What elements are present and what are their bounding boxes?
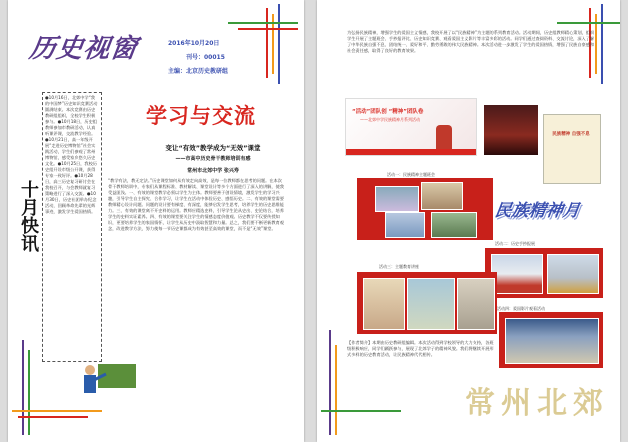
article-title: 变让“有效”教学成为“无效”课堂 — [165, 144, 261, 152]
banner-title: “活动”团队创 “精神”团队卷 — [352, 109, 424, 115]
editor-line: 主编：北京历史教研组 — [168, 68, 229, 75]
article-author: 常州市北郊中学 张兴寿 — [187, 168, 239, 174]
photo-panel-1 — [357, 178, 493, 240]
deco-bar — [228, 22, 298, 24]
activity-banner — [345, 98, 477, 156]
caption-3: 活动三：主题教育讲座 — [379, 264, 419, 269]
photo-panel-3 — [357, 272, 497, 334]
banner-graphic — [436, 125, 452, 149]
banner-subtitle: ——北郊中学民族精神月系列活动 — [360, 117, 420, 122]
masthead-title: 历史视窗 — [27, 34, 140, 64]
news-body: ●10月16日，北郊中学“我的中国梦”历史知识竞赛活动圆满结束。本次竞赛由历史教研组组织，全校学生积极参与。●10月18日，历史组教师参加市教研活动，认真听课评课，交流教学经验。●10月21日，高一年级开展“走进历史博物馆”社会实践活动，学生们参观了常州博物馆，感受家乡悠久历史文化。●10月25日，我校历史组开设市级公开课，获得专家一致好评。●10月28日，高三历史复习研讨会在我校召开，与会教师就复习策略进行了深入交流。●10月30日，历史社团举办纪念活动，回顾革命先辈的光辉事迹，激发学生爱国热情。 — [45, 95, 98, 214]
photo-panel-4 — [499, 312, 603, 368]
news-column — [42, 92, 102, 362]
footer-body: 【作者简介】本期由历史教研组编辑。本次活动得到学校领导的大力支持，各班级积极响应，同学们踊跃参与，展现了北郊学子的精神风貌。我们将继续开展形式多样的历史教育活动，让民族精神代代相传。 — [347, 340, 494, 357]
figure-body — [84, 375, 96, 393]
article-body: “教学有法，教无定法。”历史课堂如何从有效走向高效，是每一位教师都在思考的问题。在本次骨干教师培训中，专家们从课程标准、教材解读、课堂设计等多个方面进行了深入的讲解，使我受益匪浅。一、有效的课堂教学必须以学生为主体。教师要善于创设情境，激发学生的学习兴趣，引导学生自主探究、合作学习，让学生在活动中体验历史、感悟历史。二、有效的课堂需要教师精心设计问题。问题的设计要有梯度、有深度，能够启发学生思考，培养学生的历史思维能力。三、有效的课堂离不开史料的运用。教师应精选史料，引导学生论从史出、史论结合，培养学生的史料实证素养。四、有效的课堂要关注学生的情感态度价值观。历史教学不仅要传授知识，更要培养学生的家国情怀，让学生从历史中汲取智慧和力量。总之，我们要不断更新教育观念，改进教学方法，努力使每一节历史课都成为有效甚至高效的课堂，而不是“无效”课堂。 — [108, 178, 284, 231]
deco-bar — [278, 4, 280, 84]
right-page — [317, 0, 620, 442]
intro-body: 为弘扬民族精神，增强学生的爱国主义情感，我校开展了以“民族精神”为主题的系列教育活动。活动期间，历史组教师精心策划，组织学生开展了主题班会、手抄报评比、历史知识竞赛、观看爱国主义影片等丰富多彩的活动。同学们通过查阅资料、交流讨论，深入了解了中华民族自强不息、团结统一、爱好和平、勤劳勇敢的伟大民族精神。本次活动进一步激发了学生的爱国热情，增强了民族自豪感和社会责任感，取得了良好的教育效果。 — [347, 30, 595, 53]
deco-bar — [335, 345, 337, 435]
watermark: 常州北郊 — [465, 386, 609, 421]
figure-head — [85, 365, 95, 375]
issue-date: 2016年10月20日 — [168, 40, 220, 47]
poster-label: 民族精神 自强不息 — [552, 132, 590, 137]
deco-bar — [28, 350, 30, 435]
issue-number: 刊号：00015 — [186, 54, 225, 61]
section-heading: 学习与交流 — [146, 103, 256, 128]
deco-bar — [22, 340, 24, 435]
photo-flag-b — [547, 254, 599, 294]
slogan-text: 民族精神月 — [493, 201, 582, 221]
photo-activity-b — [421, 182, 463, 210]
photo-classroom — [483, 104, 539, 156]
photo-flag-a — [491, 254, 543, 294]
banner-stripe — [346, 149, 476, 155]
caption-4: 活动四：爱国影片观看活动 — [497, 306, 545, 311]
deco-bar — [18, 416, 88, 418]
article-subtitle: ——市高中历史骨干教师培训有感 — [175, 156, 251, 162]
photo-activity-d — [431, 212, 477, 238]
photo-exhibit-c — [457, 278, 495, 330]
deco-bar — [601, 4, 603, 84]
deco-bar — [329, 330, 331, 435]
caption-2: 活动二：历史手抄报展 — [495, 241, 535, 246]
photo-exhibit-a — [363, 278, 405, 330]
caption-1: 活动一：民族精神主题班会 — [387, 172, 435, 177]
deco-bar — [238, 28, 298, 30]
left-page — [8, 0, 304, 442]
photo-activity-c — [385, 212, 425, 238]
deco-bar — [12, 410, 102, 412]
photo-exhibit-b — [407, 278, 455, 330]
photo-panel-2 — [485, 248, 603, 298]
news-heading: 十月快讯 — [18, 180, 39, 252]
photo-assembly — [505, 318, 599, 364]
deco-bar — [266, 8, 268, 78]
deco-bar — [321, 410, 401, 412]
photo-activity-a — [375, 186, 419, 212]
deco-bar — [557, 22, 620, 24]
photo-poster — [543, 114, 601, 184]
